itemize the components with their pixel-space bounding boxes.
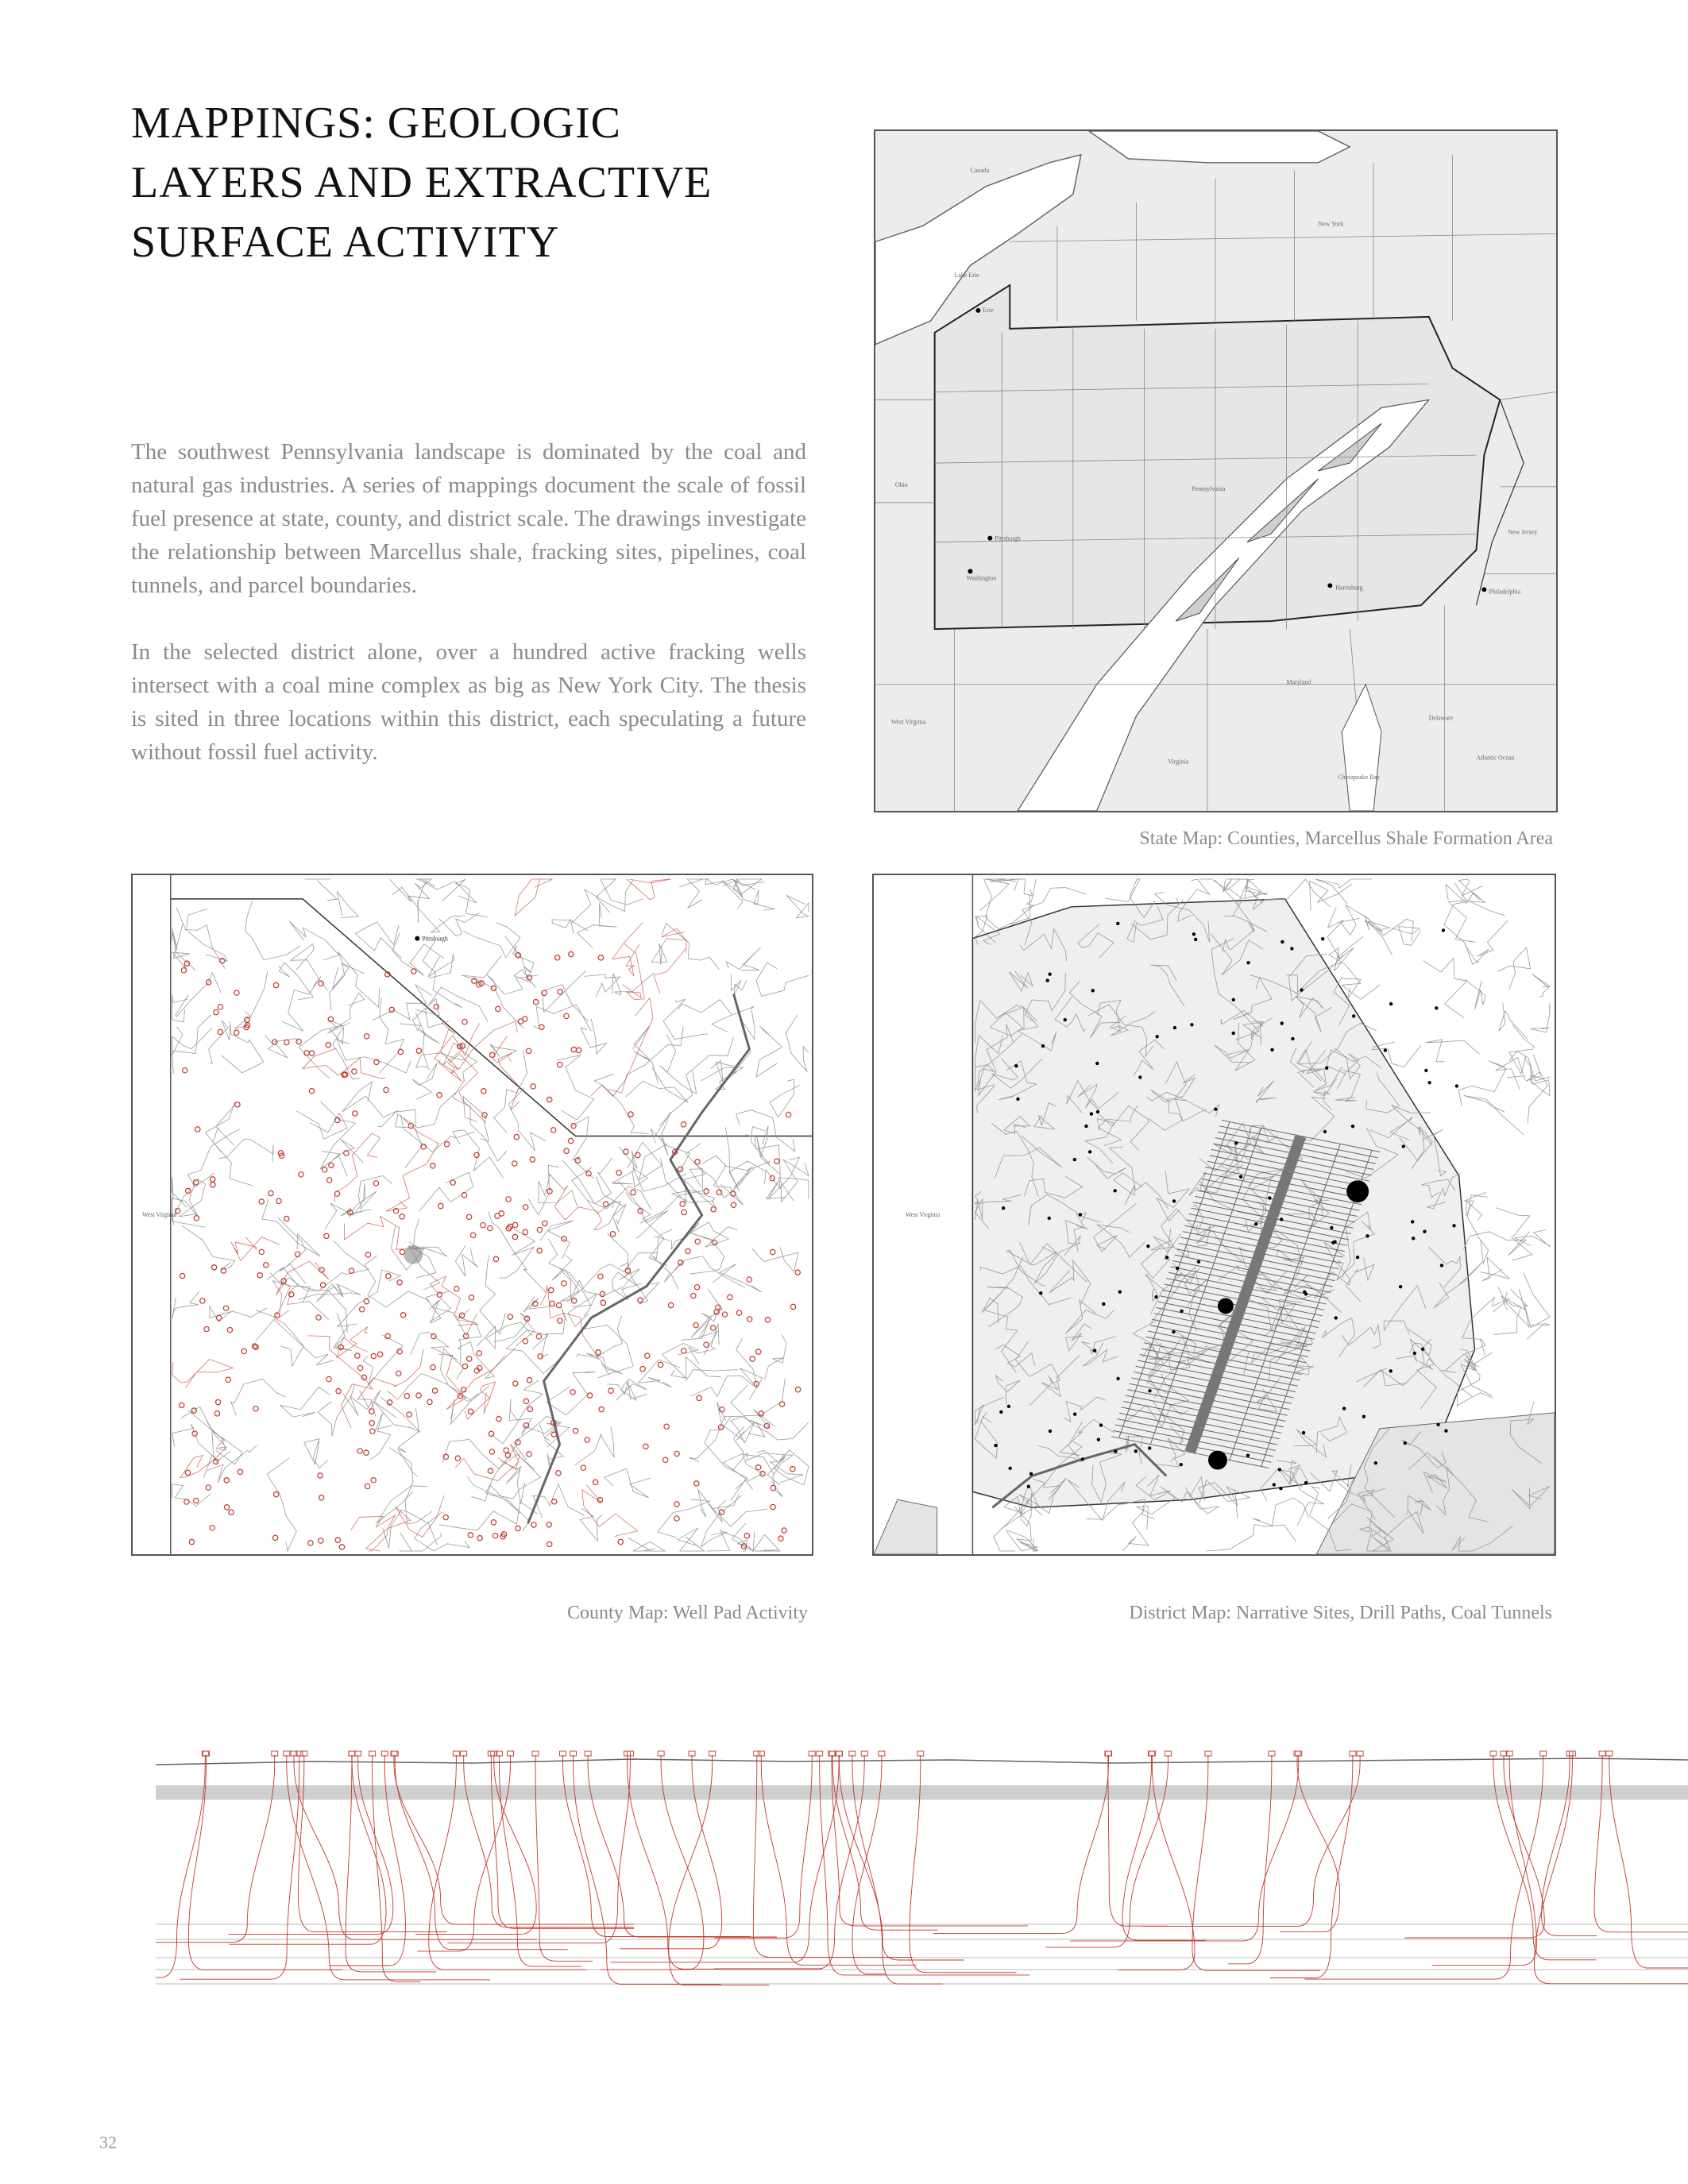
label-harrisburg: Harrisburg bbox=[1335, 584, 1363, 592]
label-west-virginia: West Virginia bbox=[890, 718, 926, 726]
state-map-drawing bbox=[875, 131, 1556, 811]
county-map-drawing bbox=[133, 875, 812, 1554]
district-label-west-virginia: West Virginia bbox=[905, 1210, 941, 1218]
label-atlantic-ocean: Atlantic Ocean bbox=[1476, 754, 1515, 762]
label-philadelphia: Philadelphia bbox=[1489, 588, 1521, 596]
title-line-2: LAYERS AND EXTRACTIVE bbox=[131, 158, 713, 207]
state-map bbox=[874, 129, 1558, 812]
state-map-caption: State Map: Counties, Marcellus Shale Formation Area bbox=[1139, 828, 1553, 849]
label-pennsylvania: Pennsylvania bbox=[1192, 484, 1226, 492]
ground-surface bbox=[156, 1758, 1688, 1765]
label-virginia: Virginia bbox=[1168, 758, 1189, 766]
drill-path-section bbox=[156, 1731, 1688, 2025]
county-label-west-virginia: West Virginia bbox=[141, 1210, 177, 1218]
lake-ontario bbox=[1089, 131, 1350, 163]
monongahela-river bbox=[528, 994, 750, 1523]
district-map-caption: District Map: Narrative Sites, Drill Paths, Coal Tunnels bbox=[1129, 1603, 1552, 1623]
label-lake-erie: Lake Erie bbox=[954, 272, 979, 280]
label-delaware: Delaware bbox=[1428, 714, 1454, 722]
title-line-3: SURFACE ACTIVITY bbox=[131, 218, 560, 267]
body-text bbox=[131, 435, 806, 802]
label-pittsburgh: Pittsburgh bbox=[995, 534, 1021, 542]
label-erie: Erie bbox=[983, 306, 994, 314]
label-new-jersey: New Jersey bbox=[1508, 528, 1538, 536]
district-map bbox=[872, 874, 1556, 1556]
label-chesapeake-bay: Chesapeake Bay bbox=[1338, 774, 1381, 781]
page-title bbox=[131, 94, 846, 272]
county-label-pittsburgh: Pittsburgh bbox=[422, 935, 448, 943]
label-washington: Washington bbox=[966, 574, 997, 582]
label-new-york: New York bbox=[1318, 220, 1344, 228]
county-map-caption: County Map: Well Pad Activity bbox=[567, 1603, 808, 1623]
paragraph-1: The southwest Pennsylvania landscape is dominated by the coal and natural gas industries. A series of mappings document the scale of fossil fuel presence at state, county, and district scale. The drawings investigate the relationship between Marcellus shale, fracking sites, pipelines, coal tunnels, and parcel boundaries. bbox=[131, 439, 806, 598]
label-ohio: Ohio bbox=[894, 480, 908, 488]
paragraph-2: In the selected district alone, over a hundred active fracking wells intersect with a coal mine complex as big as New York City. The thesis is sited in three locations within this district, each speculating a future without fossil fuel activity. bbox=[131, 639, 806, 765]
county-map bbox=[131, 874, 813, 1556]
county-boundary bbox=[171, 899, 812, 1136]
page-number: 32 bbox=[99, 2132, 117, 2152]
district-boundary bbox=[972, 899, 1474, 1507]
adjacent-gray-area-2 bbox=[874, 1499, 937, 1554]
district-map-drawing bbox=[874, 875, 1555, 1554]
title-line-1: MAPPINGS: GEOLOGIC bbox=[131, 98, 621, 148]
label-canada: Canada bbox=[970, 166, 990, 174]
label-maryland: Maryland bbox=[1286, 678, 1311, 686]
